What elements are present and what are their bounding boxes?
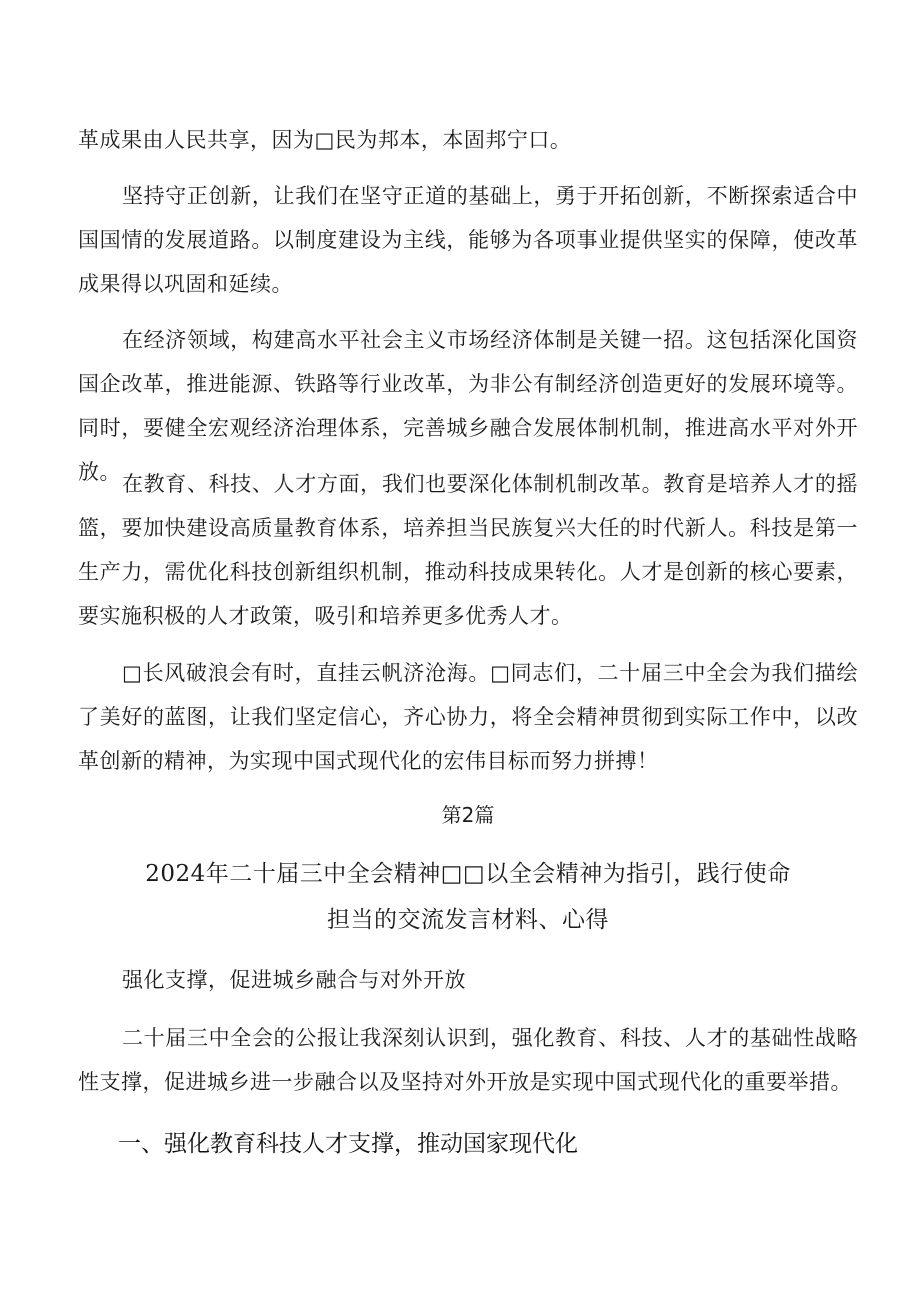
section-heading: 一、强化教育科技人才支撑，推动国家现代化 [118,1131,578,1157]
paragraph-economy: 在经济领域，构建高水平社会主义市场经济体制是关键一招。这包括深化国资国企改革，推进能源、铁路等行业改革，为非公有制经济创造更好的发展环境等。同时，要健全宏观经济治理体系，完善城乡融合发展体制机制，推进高水平对外开放。 [78,328,858,484]
subtitle: 强化支撑，促进城乡融合与对外开放 [122,968,466,992]
paragraph-education: 在教育、科技、人才方面，我们也要深化体制机制改革。教育是培养人才的摇篮，要加快建设高质量教育体系，培养担当民族复兴大任的时代新人。科技是第一生产力，需优化科技创新组织机制，推动科技成果转化。人才是创新的核心要素，要实施积极的人才政策，吸引和培养更多优秀人才。 [78,472,858,628]
paragraph-intro: 二十届三中全会的公报让我深刻认识到，强化教育、科技、人才的基础性战略性支撑，促进城乡进一步融合以及坚持对外开放是实现中国式现代化的重要举措。 [78,1026,858,1094]
section-label: 第2篇 [441,803,495,827]
document-title-line1: 2024年二十届三中全会精神□□以全会精神为指引，践行使命 [145,861,791,887]
paragraph-closing: □长风破浪会有时，直挂云帆济沧海。□同志们，二十届三中全会为我们描绘了美好的蓝图，让我们坚定信心，齐心协力，将全会精神贯彻到实际工作中，以改革创新的精神，为实现中国式现代化的宏伟目标而努力拼搏！ [78,661,858,773]
paragraph-continuation: 革成果由人民共享，因为□民为邦本，本固邦宁口。 [78,128,572,152]
paragraph-innovation: 坚持守正创新，让我们在坚守正道的基础上，勇于开拓创新，不断探索适合中国国情的发展道路。以制度建设为主线，能够为各项事业提供坚实的保障，使改革成果得以巩固和延续。 [78,184,858,296]
document-title-line2: 担当的交流发言材料、心得 [327,907,609,933]
